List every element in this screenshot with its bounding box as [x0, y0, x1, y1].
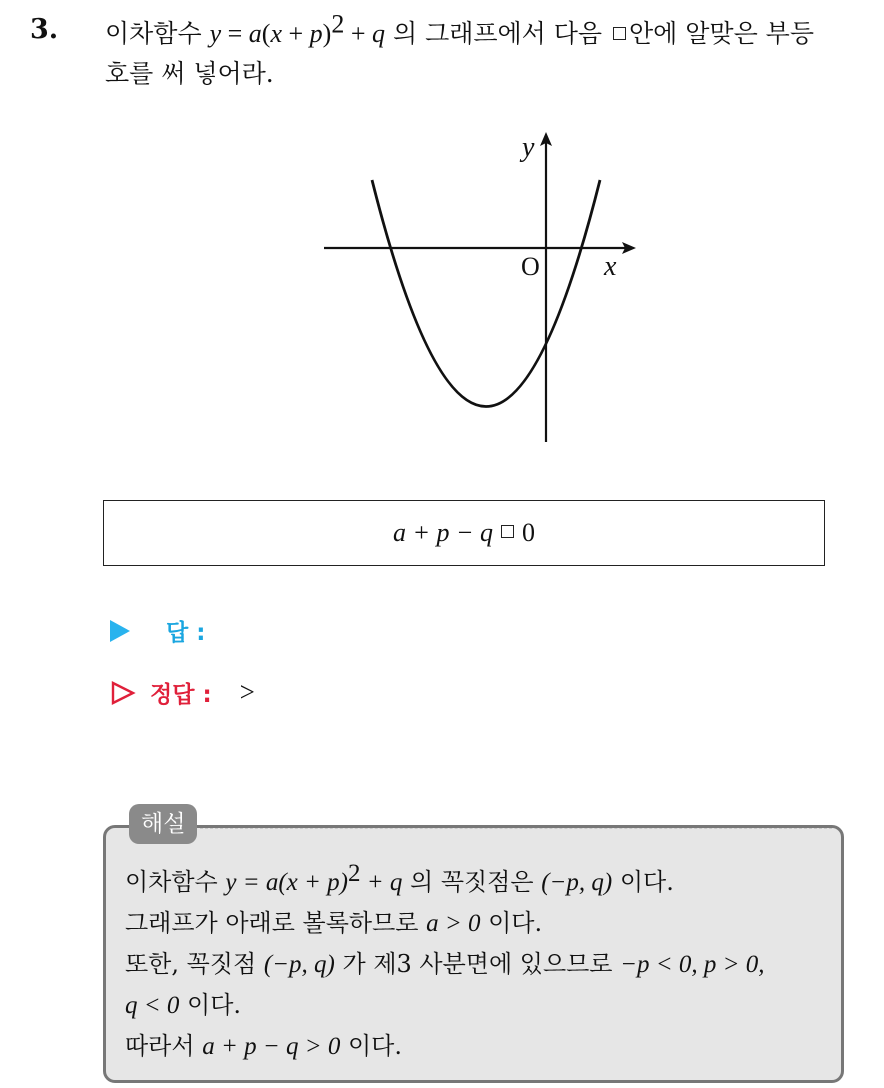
condition-zero: 0 — [522, 518, 536, 547]
solution-line5-a: 따라서 — [125, 1032, 195, 1060]
condition-blank-square-icon — [501, 525, 514, 538]
condition-expression: a + p − q — [392, 518, 494, 547]
play-triangle-icon — [110, 620, 130, 642]
blank-square-icon — [613, 27, 626, 40]
solution-line-3 — [125, 944, 765, 985]
func-p: p — [309, 19, 323, 48]
parabola-graph — [310, 120, 650, 450]
y-axis-label: y — [522, 132, 535, 163]
correct-answer-row — [110, 676, 255, 709]
solution-line5-b: 이다. — [347, 1032, 402, 1060]
solution-line2-a: 그래프가 아래로 볼록하므로 — [125, 909, 419, 937]
problem-suffix-a: 의 그래프에서 다음 — [392, 19, 603, 48]
solution-line-1 — [125, 862, 765, 903]
func-q: q — [372, 19, 386, 48]
x-axis-label: x — [604, 251, 617, 282]
solution-math-vertex-2: (−p, q) — [263, 951, 335, 978]
solution-math-final: a + p − q > 0 — [202, 1033, 341, 1060]
solution-line4-b: 이다. — [187, 991, 242, 1019]
problem-statement-line1 — [105, 9, 814, 50]
solution-tab: 해설 — [129, 804, 197, 844]
answer-row — [110, 614, 205, 647]
equals-sign: = — [221, 19, 249, 48]
solution-line1-c: 이다. — [619, 868, 674, 896]
func-exponent: 2 — [331, 9, 345, 39]
solution-math-func-exp: 2 — [347, 860, 361, 887]
solution-math-vertex: (−p, q) — [541, 869, 613, 896]
solution-text — [125, 862, 765, 1067]
solution-line-4 — [125, 985, 765, 1026]
solution-line1-b: 의 꼭짓점은 — [410, 868, 534, 896]
func-a: a — [248, 19, 262, 48]
solution-line3-a: 또한, 꼭짓점 — [125, 950, 257, 978]
func-plus1: + — [282, 19, 310, 48]
problem-prefix: 이차함수 — [105, 19, 202, 48]
problem-number: 3. — [30, 14, 59, 45]
solution-line1-a: 이차함수 — [125, 868, 218, 896]
answer-label: 답 : — [166, 620, 206, 646]
solution-math-q-neg: q < 0 — [125, 992, 180, 1019]
correct-answer-label: 정답 : — [150, 682, 212, 708]
func-plus2: + — [344, 19, 373, 48]
outline-triangle-icon — [110, 680, 136, 706]
correct-answer-value: > — [239, 677, 255, 707]
parabola-curve — [372, 180, 600, 407]
solution-line2-b: 이다. — [488, 909, 543, 937]
func-lhs: y — [209, 19, 222, 48]
func-paren-close: ) — [322, 19, 332, 48]
problem-statement-line2: 호를 써 넣어라. — [105, 59, 274, 88]
solution-math-conds: −p < 0, p > 0, — [620, 951, 765, 978]
solution-dashed-rule — [200, 828, 832, 829]
func-x: x — [270, 19, 282, 48]
solution-line-5 — [125, 1026, 765, 1067]
origin-label: O — [521, 252, 540, 281]
solution-math-func: y = a(x + p) — [225, 869, 348, 896]
problem-suffix-b: 안에 알맞은 부등 — [629, 19, 814, 48]
solution-line3-b: 가 제3 사분면에 있으므로 — [342, 950, 613, 978]
solution-line-2 — [125, 903, 765, 944]
solution-math-a-pos: a > 0 — [426, 910, 481, 937]
solution-math-func-tail: + q — [360, 869, 403, 896]
func-paren-open: ( — [261, 19, 271, 48]
condition-box — [103, 500, 825, 566]
